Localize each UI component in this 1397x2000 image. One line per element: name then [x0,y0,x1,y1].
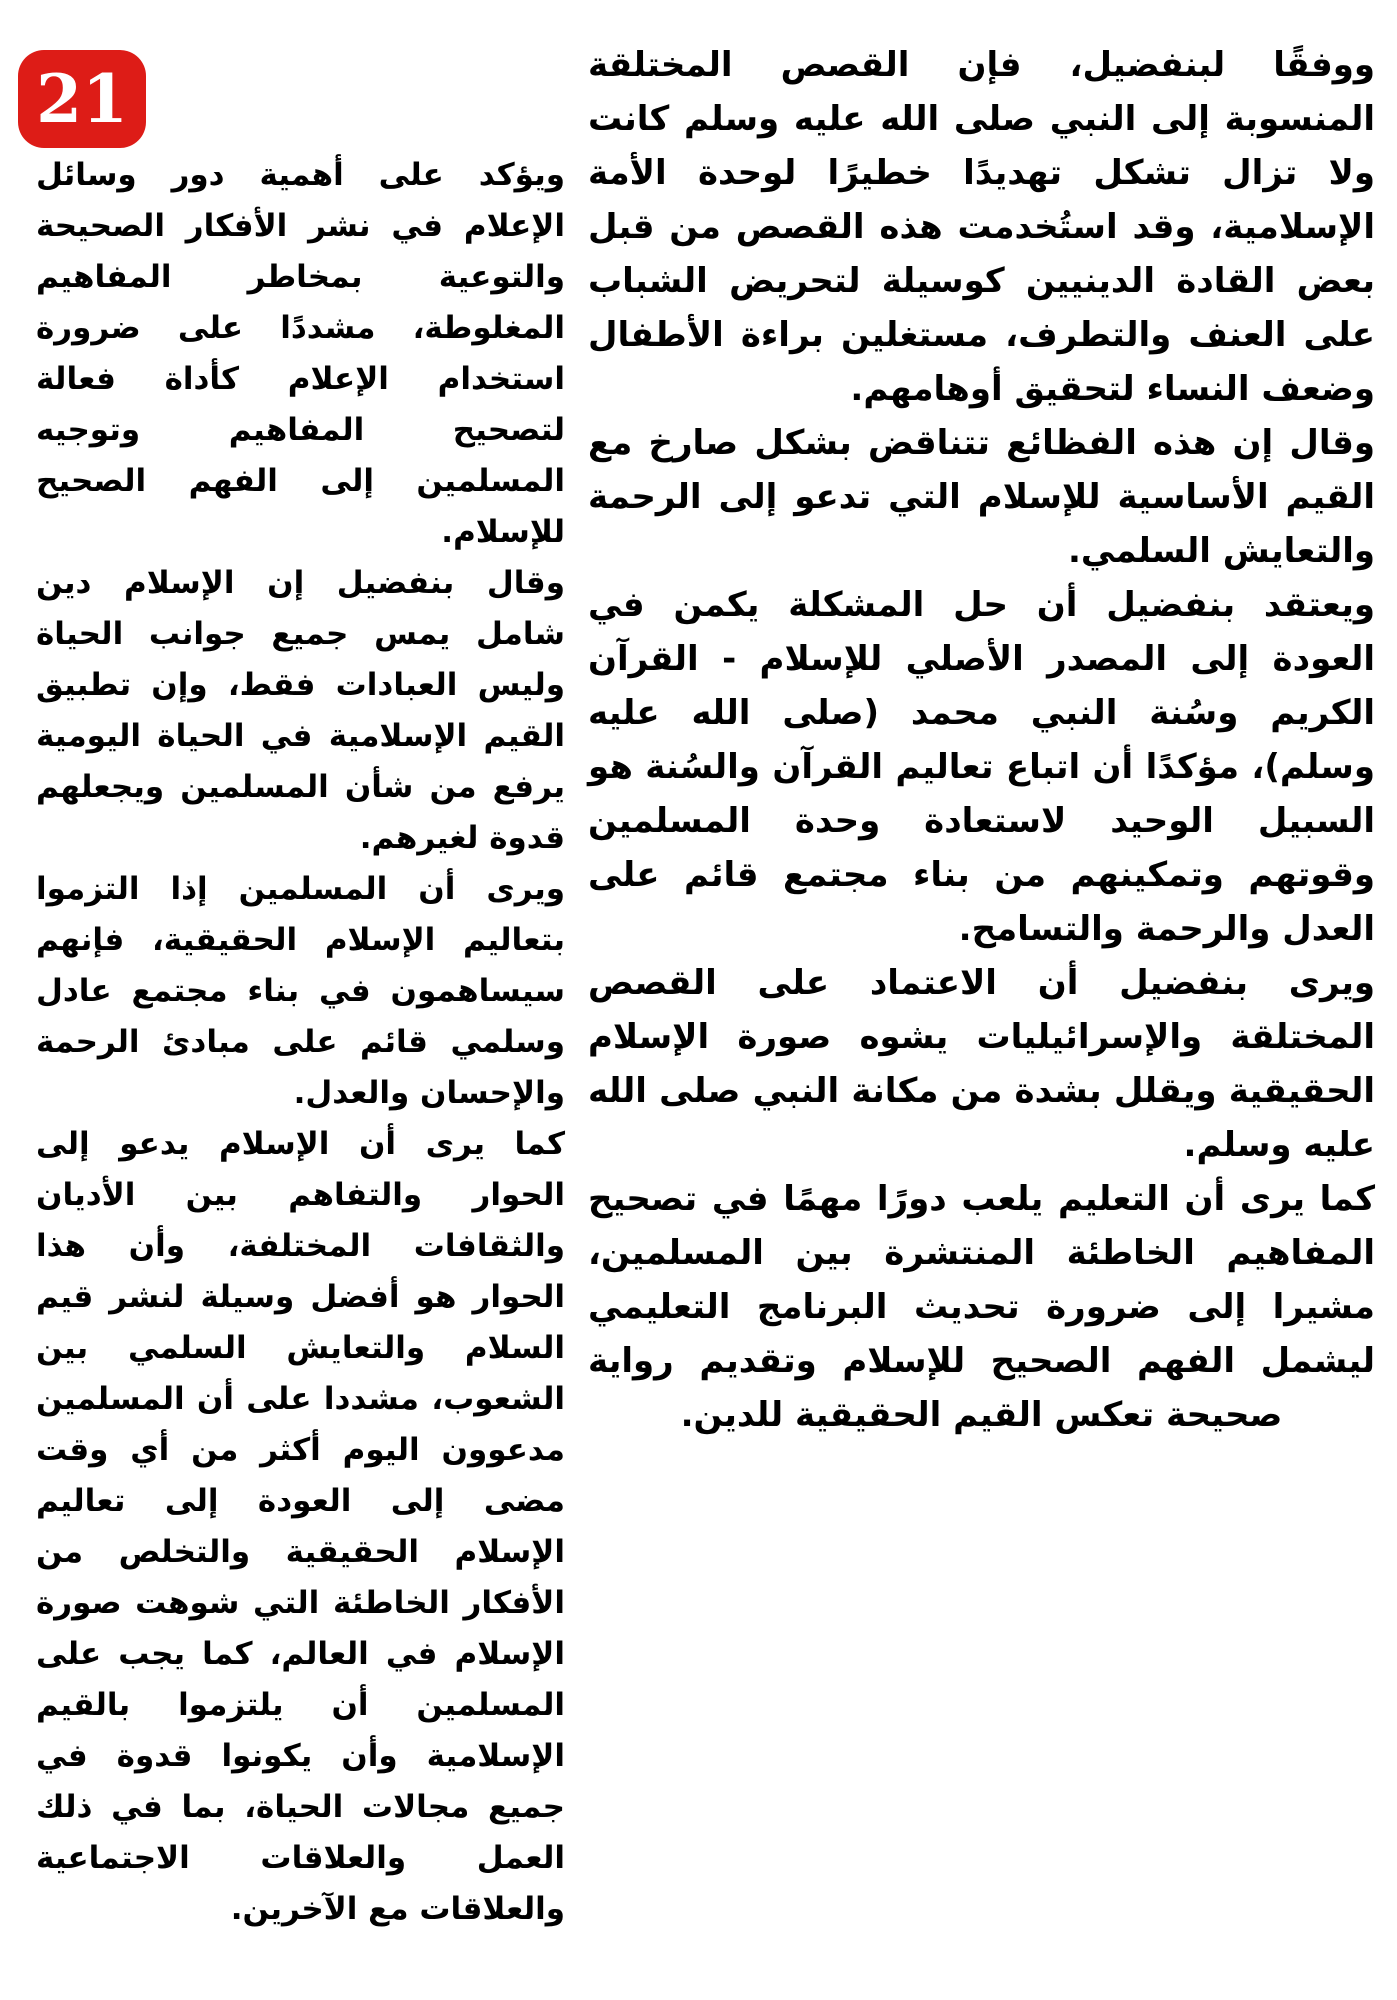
article-paragraph: كما يرى أن التعليم يلعب دورًا مهمًا في تصحيح المفاهيم الخاطئة المنتشرة بين المسلمين، مشيرا إلى ضرورة تحديث البرنامج التعليمي ليشمل الفهم الصحيح للإسلام وتقديم رواية صحيحة تعكس القيم الحقيقية للدين. [588,1179,1375,1435]
page-number: 21 [36,60,128,138]
article-paragraph: وقال إن هذه الفظائع تتناقض بشكل صارخ مع القيم الأساسية للإسلام التي تدعو إلى الرحمة والتعايش السلمي. [588,423,1375,571]
article-paragraph: ويرى أن المسلمين إذا التزموا بتعاليم الإسلام الحقيقية، فإنهم سيساهمون في بناء مجتمع عادل وسلمي قائم على مبادئ الرحمة والإحسان والعدل. [36,871,565,1111]
article-paragraph: وقال بنفضيل إن الإسلام دين شامل يمس جميع جوانب الحياة وليس العبادات فقط، وإن تطبيق القيم الإسلامية في الحياة اليومية يرفع من شأن المسلمين ويجعلهم قدوة لغيرهم. [36,565,565,856]
page-number-badge [18,50,146,148]
article-paragraph: ووفقًا لبنفضيل، فإن القصص المختلقة المنسوبة إلى النبي صلى الله عليه وسلم كانت ولا تزال تشكل تهديدًا خطيرًا لوحدة الأمة الإسلامية، وقد استُخدمت هذه القصص من قبل بعض القادة الدينيين كوسيلة لتحريض الشباب على العنف والتطرف، مستغلين براءة الأطفال وضعف النساء لتحقيق أوهامهم. [588,45,1375,409]
article-paragraph: كما يرى أن الإسلام يدعو إلى الحوار والتفاهم بين الأديان والثقافات المختلفة، وأن هذا الحوار هو أفضل وسيلة لنشر قيم السلام والتعايش السلمي بين الشعوب، مشددا على أن المسلمين مدعوون اليوم أكثر من أي وقت مضى إلى العودة إلى تعاليم الإسلام الحقيقية والتخلص من الأفكار الخاطئة التي شوهت صورة الإسلام في العالم، كما يجب على المسلمين أن يلتزموا بالقيم الإسلامية وأن يكونوا قدوة في جميع مجالات الحياة، بما في ذلك العمل والعلاقات الاجتماعية والعلاقات مع الآخرين. [36,1126,565,1927]
article-paragraph: ويؤكد على أهمية دور وسائل الإعلام في نشر الأفكار الصحيحة والتوعية بمخاطر المفاهيم المغلوطة، مشددًا على ضرورة استخدام الإعلام كأداة فعالة لتصحيح المفاهيم وتوجيه المسلمين إلى الفهم الصحيح للإسلام. [36,157,565,550]
article-column-left [36,150,565,1935]
article-paragraph: ويرى بنفضيل أن الاعتماد على القصص المختلقة والإسرائيليات يشوه صورة الإسلام الحقيقية ويقلل بشدة من مكانة النبي صلى الله عليه وسلم. [588,963,1375,1165]
article-column-right [588,38,1375,1442]
article-paragraph: ويعتقد بنفضيل أن حل المشكلة يكمن في العودة إلى المصدر الأصلي للإسلام - القرآن الكريم وسُنة النبي محمد (صلى الله عليه وسلم)، مؤكدًا أن اتباع تعاليم القرآن والسُنة هو السبيل الوحيد لاستعادة وحدة المسلمين وقوتهم وتمكينهم من بناء مجتمع قائم على العدل والرحمة والتسامح. [588,585,1375,949]
